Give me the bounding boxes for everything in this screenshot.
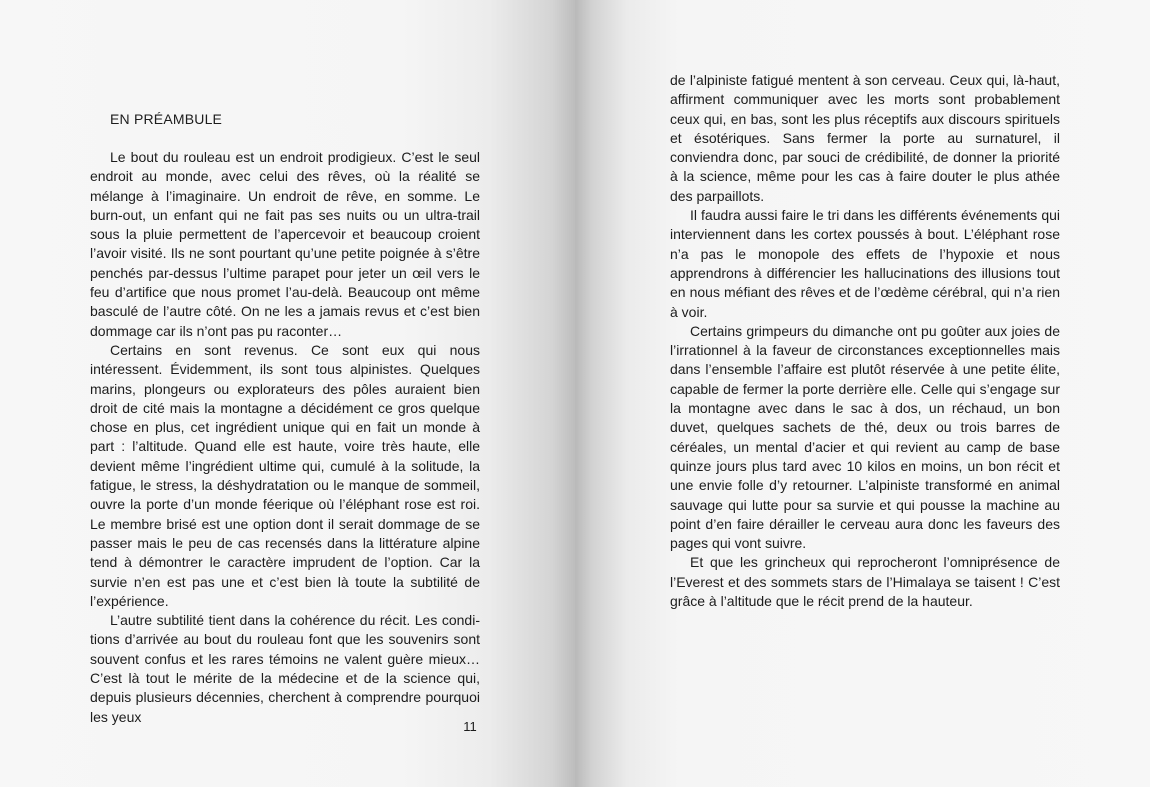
left-page-body [90, 148, 480, 727]
right-page-body [670, 71, 1060, 611]
right-page [575, 0, 1150, 787]
paragraph-continuation: de l’alpiniste fatigué mentent à son cerveau. Ceux qui, là-haut, affirment communiquer avec les morts sont probablement ceux qui, en bas, sont les plus réceptifs aux discours spirituels et ésotériques. Sans fermer la porte au surnaturel, il conviendra donc, par souci de crédibilité, de donner la priorité à la science, même pour les cas à faire douter le plus athée des parpaillots. [670, 72, 1060, 204]
chapter-heading: EN PRÉAMBULE [110, 111, 223, 127]
paragraph: L’autre subtilité tient dans la cohérence du récit. Les conditions d’arrivée au bout du rouleau font que les souvenirs sont souvent confus et les rares témoins ne valent guère mieux… C’est là tout le mérite de la médecine et de la science qui, depuis plusieurs décennies, cherchent à comprendre pourquoi les yeux [90, 612, 480, 725]
paragraph: Certains en sont revenus. Ce sont eux qui nous intéressent. Évidemment, ils sont tous alpinistes. Quelques marins, plongeurs ou explorateurs des pôles auraient bien droit de cité mais la montagne a décidément ce gros quelque chose en plus, cet ingrédient unique qui en fait un monde à part : l’altitude. Quand elle est haute, voire très haute, elle devient même l’ingrédient ultime qui, cumulé à la solitude, la fatigue, le stress, la déshydratation ou le manque de sommeil, ouvre la porte d’un monde féerique où l’éléphant rose est roi. Le membre brisé est une option dont il serait dommage de se passer mais le peu de cas recensés dans la littérature alpine tend à démontrer le caractère imprudent de l’option. Car la survie n’en est pas une et c’est bien là toute la subtilité de l’expérience. [90, 341, 480, 609]
paragraph: Il faudra aussi faire le tri dans les différents événements qui interviennent dans les cortex poussés à bout. L’éléphant rose n’a pas le monopole des effets de l’hypoxie et nous apprendrons à différencier les hallucinations des illusions tout en nous méfiant des rêves et de l’œdème cérébral, qui n’a rien à voir. [670, 207, 1060, 320]
page-number: 11 [463, 719, 477, 734]
paragraph: Le bout du rouleau est un endroit prodigieux. C’est le seul endroit au monde, avec celui des rêves, où la réalité se mélange à l’imaginaire. Un endroit de rêve, en somme. Le burn-out, un enfant qui ne fait pas ses nuits ou un ultra-trail sous la pluie permettent de l’apercevoir et beaucoup croient l’avoir visité. Ils ne sont pourtant qu’une petite poignée à s’être penchés par-dessus l’ultime parapet pour jeter un œil vers le feu d’artifice que nous promet l’au-delà. Beaucoup ont même basculé de l’autre côté. On ne les a jamais revus et c’est bien dommage car ils n’ont pas pu raconter… [90, 149, 480, 339]
paragraph: Et que les grincheux qui reprocheront l’omniprésence de l’Everest et des sommets stars de l’Himalaya se taisent ! C’est grâce à l’altitude que le récit prend de la hauteur. [670, 554, 1060, 610]
paragraph: Certains grimpeurs du dimanche ont pu goûter aux joies de l’irrationnel à la faveur de circonstances exceptionnelles mais dans l’ensemble l’affaire est plutôt réservée à une petite élite, capable de fermer la porte derrière elle. Celle qui s’engage sur la montagne avec dans le sac à dos, un réchaud, un bon duvet, quelques sachets de thé, deux ou trois barres de céréales, un mental d’acier et qui revient au camp de base quinze jours plus tard avec 10 kilos en moins, un bon récit et une envie folle d’y retourner. L’alpiniste transformé en animal sauvage qui lutte pour sa survie et qui pousse la machine au point d’en faire dérailler le cerveau aura donc les faveurs des pages qui vont suivre. [670, 322, 1060, 552]
